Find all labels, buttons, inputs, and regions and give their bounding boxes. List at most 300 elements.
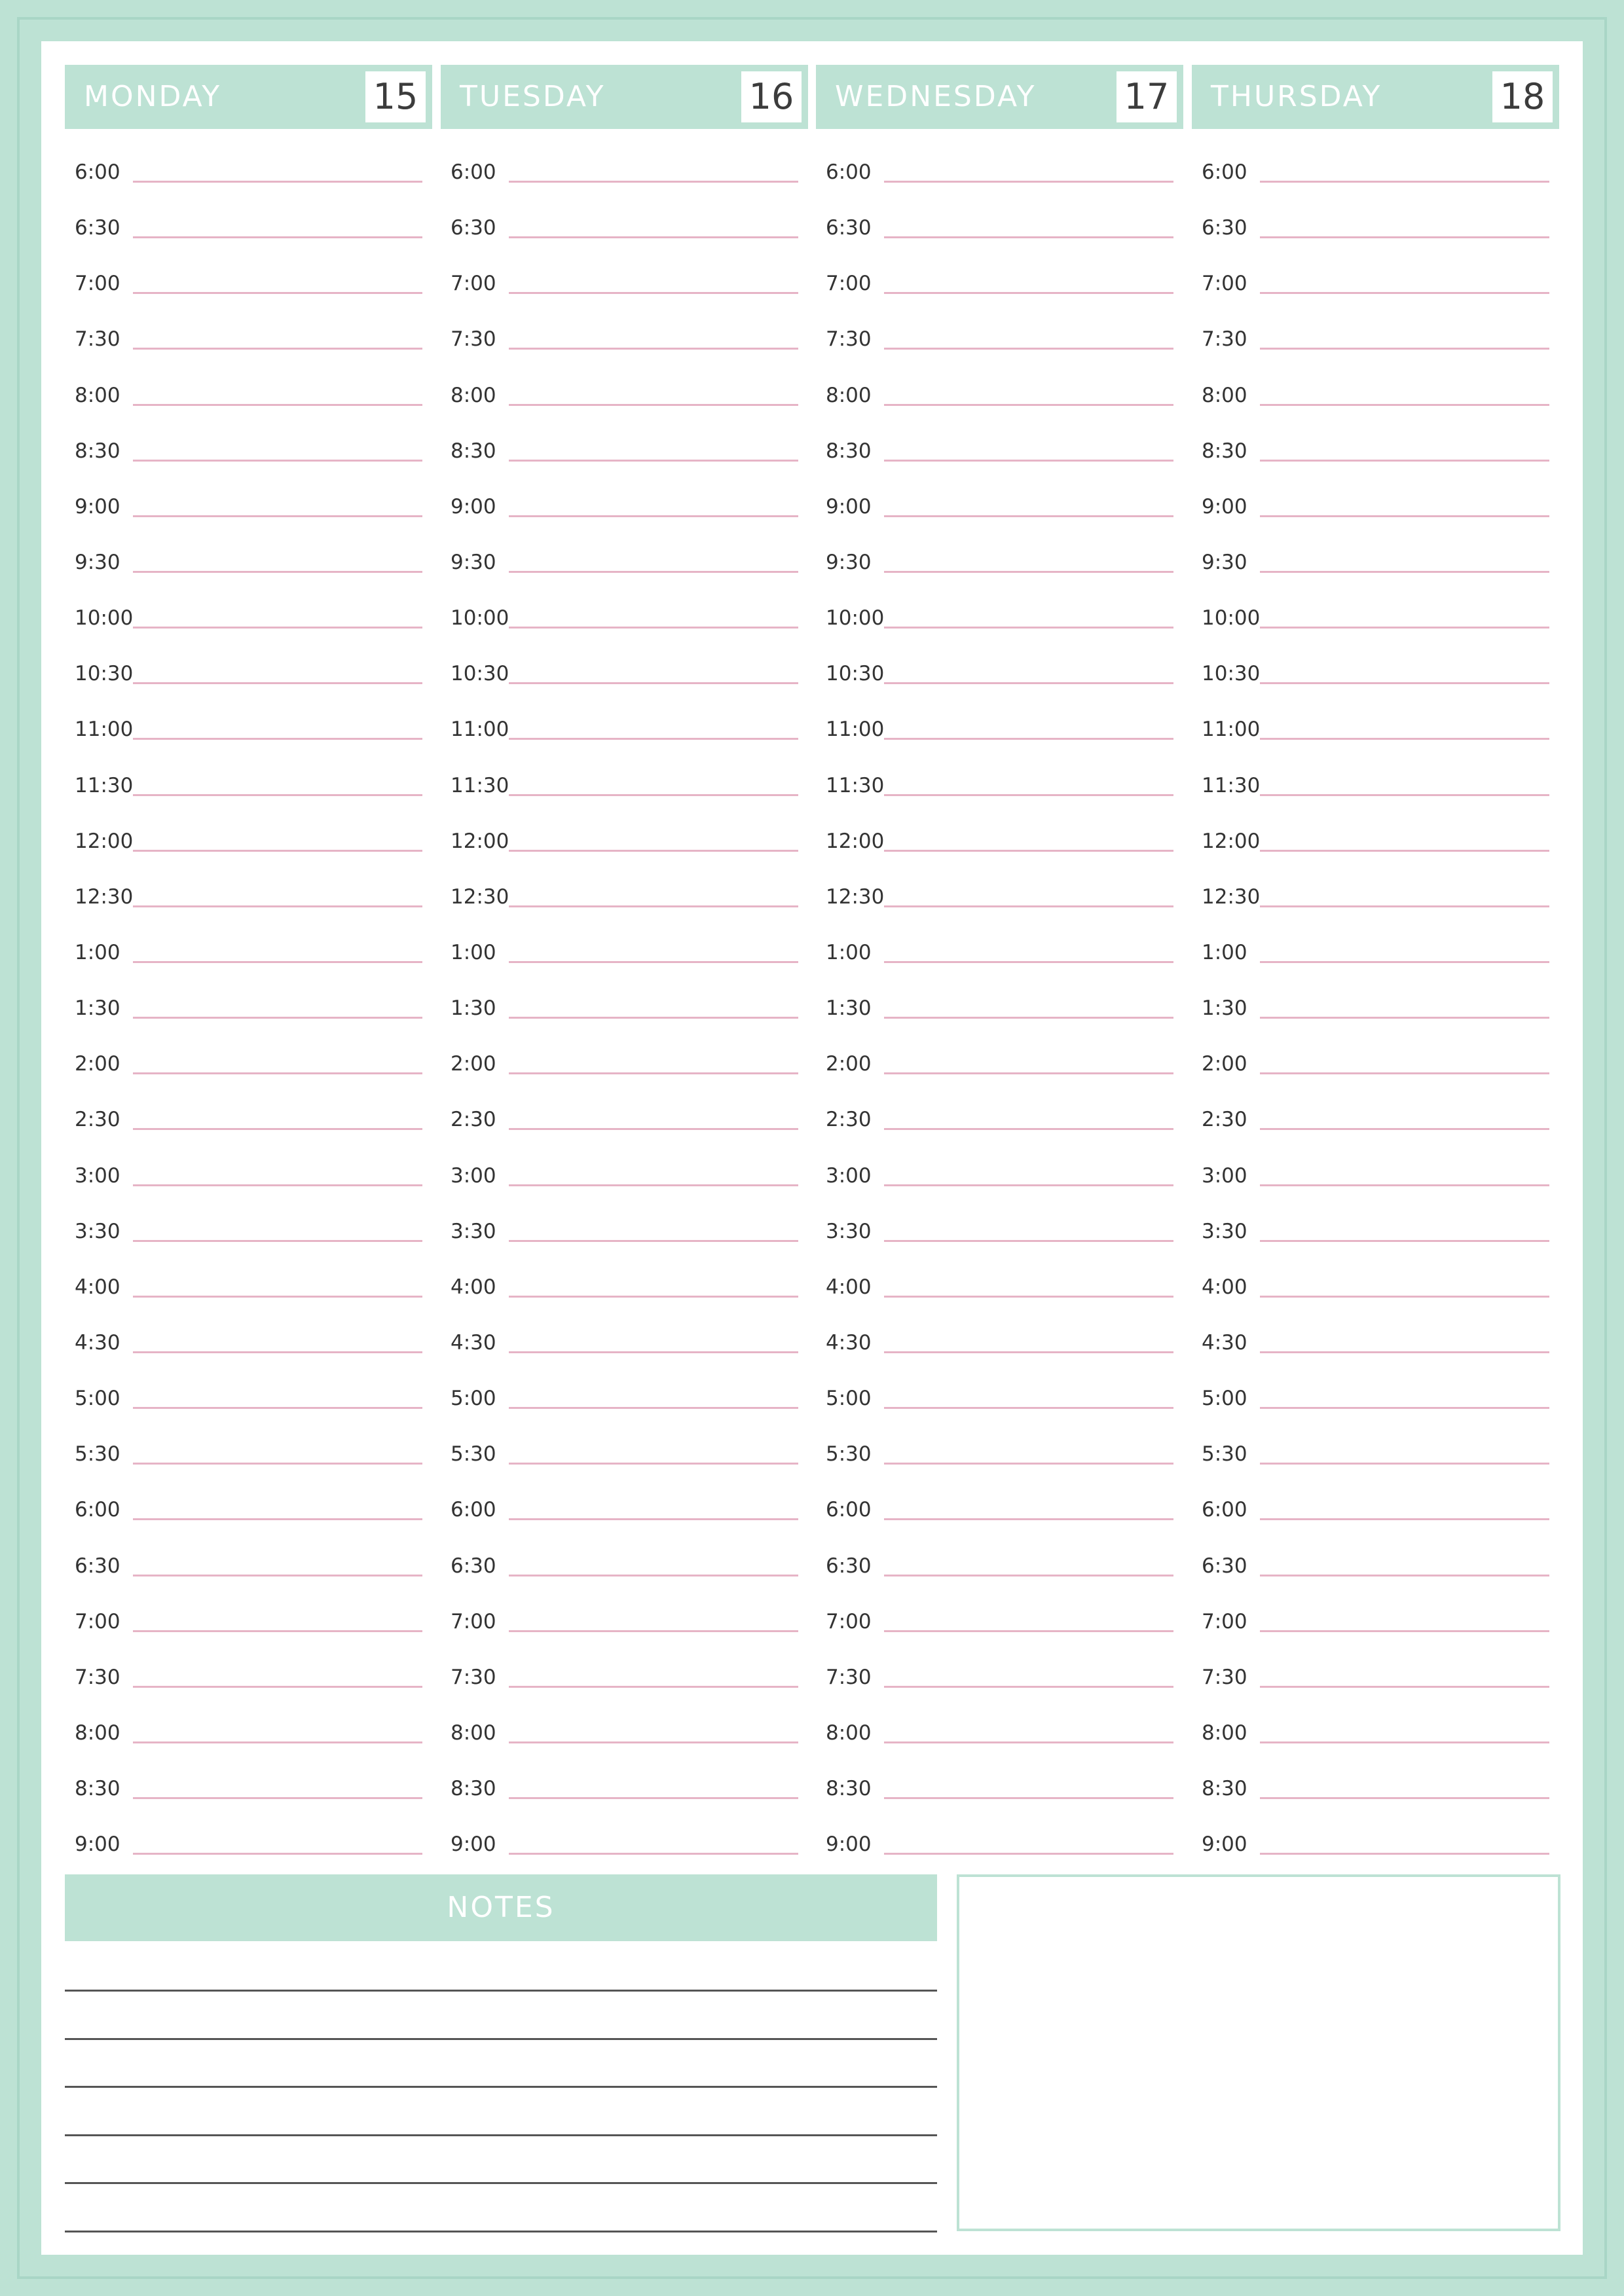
time-label: 5:30 [826, 1442, 872, 1467]
entry-line[interactable] [509, 1072, 798, 1074]
time-slot[interactable] [816, 774, 1183, 829]
time-slot[interactable] [65, 1108, 432, 1163]
time-slot[interactable] [1192, 996, 1559, 1052]
entry-line[interactable] [1260, 1240, 1549, 1242]
entry-line[interactable] [133, 794, 422, 796]
entry-line[interactable] [1260, 181, 1549, 183]
note-line[interactable] [65, 2231, 937, 2232]
entry-line[interactable] [884, 627, 1173, 629]
entry-line[interactable] [884, 1351, 1173, 1353]
time-slot[interactable] [65, 1666, 432, 1721]
blank-notes-box[interactable] [957, 1874, 1560, 2231]
entry-line[interactable] [133, 1741, 422, 1743]
day-name: MONDAY [84, 80, 222, 113]
entry-line[interactable] [884, 682, 1173, 684]
time-slot[interactable] [1192, 1275, 1559, 1331]
time-label: 7:00 [1202, 272, 1247, 296]
time-slot[interactable] [65, 885, 432, 941]
time-slot[interactable] [816, 606, 1183, 662]
time-slot[interactable] [441, 439, 808, 495]
time-slot[interactable] [1192, 1554, 1559, 1610]
entry-line[interactable] [884, 1463, 1173, 1465]
time-slot[interactable] [65, 551, 432, 606]
time-slot[interactable] [816, 829, 1183, 885]
time-slot[interactable] [441, 774, 808, 829]
time-slot[interactable] [816, 495, 1183, 551]
time-label: 6:00 [826, 1498, 872, 1522]
time-slot[interactable] [65, 439, 432, 495]
entry-line[interactable] [884, 348, 1173, 350]
entry-line[interactable] [133, 1017, 422, 1019]
time-slot[interactable] [816, 327, 1183, 383]
time-slot[interactable] [1192, 1052, 1559, 1108]
time-slot[interactable] [1192, 941, 1559, 996]
time-label: 9:00 [75, 1832, 120, 1857]
entry-line[interactable] [1260, 1853, 1549, 1855]
note-line[interactable] [65, 2182, 937, 2184]
time-label: 4:30 [75, 1330, 120, 1355]
entry-line[interactable] [1260, 1741, 1549, 1743]
entry-line[interactable] [133, 460, 422, 462]
entry-line[interactable] [1260, 571, 1549, 573]
entry-line[interactable] [509, 1630, 798, 1632]
time-label: 7:00 [75, 1609, 120, 1633]
entry-line[interactable] [1260, 738, 1549, 740]
entry-line[interactable] [509, 1575, 798, 1576]
entry-line[interactable] [509, 236, 798, 238]
entry-line[interactable] [884, 1240, 1173, 1242]
time-label: 4:30 [826, 1330, 872, 1355]
time-label: 5:00 [826, 1387, 872, 1411]
entry-line[interactable] [884, 460, 1173, 462]
entry-line[interactable] [133, 627, 422, 629]
note-line[interactable] [65, 1990, 937, 1992]
time-slot[interactable] [816, 1220, 1183, 1275]
entry-line[interactable] [133, 850, 422, 852]
time-slot[interactable] [1192, 1387, 1559, 1442]
time-slot[interactable] [816, 1442, 1183, 1498]
entry-line[interactable] [509, 1240, 798, 1242]
time-slot[interactable] [441, 606, 808, 662]
entry-line[interactable] [509, 571, 798, 573]
entry-line[interactable] [509, 961, 798, 963]
entry-line[interactable] [509, 1853, 798, 1855]
entry-line[interactable] [884, 1797, 1173, 1799]
time-slot[interactable] [441, 996, 808, 1052]
entry-line[interactable] [133, 404, 422, 406]
entry-line[interactable] [884, 738, 1173, 740]
entry-line[interactable] [133, 682, 422, 684]
entry-line[interactable] [1260, 404, 1549, 406]
time-label: 4:00 [75, 1275, 120, 1299]
time-slot[interactable] [65, 606, 432, 662]
time-slot[interactable] [816, 384, 1183, 439]
time-label: 3:30 [451, 1219, 496, 1243]
time-slot[interactable] [441, 551, 808, 606]
time-slot[interactable] [441, 1442, 808, 1498]
entry-line[interactable] [133, 905, 422, 907]
note-line[interactable] [65, 2086, 937, 2088]
time-slot[interactable] [65, 1164, 432, 1220]
time-label: 2:30 [1202, 1108, 1247, 1132]
entry-line[interactable] [509, 1741, 798, 1743]
entry-line[interactable] [133, 1296, 422, 1298]
entry-line[interactable] [1260, 1463, 1549, 1465]
entry-line[interactable] [1260, 1575, 1549, 1576]
entry-line[interactable] [1260, 905, 1549, 907]
time-slot[interactable] [441, 384, 808, 439]
time-slot[interactable] [816, 1721, 1183, 1777]
time-slot[interactable] [441, 1777, 808, 1832]
time-slot[interactable] [441, 1554, 808, 1610]
time-slot[interactable] [441, 1220, 808, 1275]
entry-line[interactable] [1260, 1407, 1549, 1409]
entry-line[interactable] [884, 1741, 1173, 1743]
entry-line[interactable] [884, 961, 1173, 963]
entry-line[interactable] [884, 1407, 1173, 1409]
time-slot[interactable] [1192, 1220, 1559, 1275]
time-slot[interactable] [441, 1164, 808, 1220]
time-label: 7:30 [1202, 1665, 1247, 1689]
time-slot[interactable] [441, 272, 808, 327]
entry-line[interactable] [509, 627, 798, 629]
entry-line[interactable] [884, 404, 1173, 406]
time-slot[interactable] [65, 1331, 432, 1387]
time-slot[interactable] [441, 829, 808, 885]
entry-line[interactable] [1260, 515, 1549, 517]
time-slot[interactable] [816, 1331, 1183, 1387]
entry-line[interactable] [884, 1184, 1173, 1186]
time-slot[interactable] [1192, 1164, 1559, 1220]
time-slot[interactable] [441, 1108, 808, 1163]
time-slot[interactable] [65, 1052, 432, 1108]
time-label: 7:00 [1202, 1609, 1247, 1633]
time-label: 7:30 [826, 327, 872, 352]
time-slot[interactable] [441, 885, 808, 941]
time-slot[interactable] [1192, 327, 1559, 383]
time-slot[interactable] [65, 662, 432, 718]
entry-line[interactable] [1260, 1630, 1549, 1632]
entry-line[interactable] [509, 1296, 798, 1298]
time-slot[interactable] [1192, 272, 1559, 327]
entry-line[interactable] [133, 1463, 422, 1465]
time-slot[interactable] [816, 1777, 1183, 1832]
entry-line[interactable] [1260, 682, 1549, 684]
entry-line[interactable] [1260, 460, 1549, 462]
time-slot[interactable] [65, 1777, 432, 1832]
time-slot[interactable] [65, 327, 432, 383]
time-label: 6:00 [826, 160, 872, 184]
time-slot[interactable] [441, 160, 808, 216]
entry-line[interactable] [1260, 1296, 1549, 1298]
entry-line[interactable] [509, 1686, 798, 1688]
time-slot[interactable] [441, 1387, 808, 1442]
time-slot[interactable] [65, 941, 432, 996]
time-label: 7:30 [451, 327, 496, 352]
entry-line[interactable] [509, 682, 798, 684]
time-label: 2:00 [826, 1052, 872, 1076]
time-slot[interactable] [441, 941, 808, 996]
entry-line[interactable] [133, 181, 422, 183]
entry-line[interactable] [1260, 236, 1549, 238]
time-slot[interactable] [816, 439, 1183, 495]
time-slot[interactable] [65, 1721, 432, 1777]
time-slot[interactable] [65, 774, 432, 829]
time-slot[interactable] [1192, 1442, 1559, 1498]
time-label: 7:30 [75, 327, 120, 352]
entry-line[interactable] [133, 1184, 422, 1186]
note-line[interactable] [65, 2038, 937, 2040]
entry-line[interactable] [133, 1518, 422, 1520]
entry-line[interactable] [509, 460, 798, 462]
time-slot[interactable] [816, 551, 1183, 606]
time-slot[interactable] [441, 1052, 808, 1108]
time-slot[interactable] [816, 941, 1183, 996]
entry-line[interactable] [884, 1853, 1173, 1855]
time-slot[interactable] [441, 327, 808, 383]
time-label: 11:30 [451, 773, 509, 797]
entry-line[interactable] [1260, 1128, 1549, 1130]
time-label: 7:30 [451, 1665, 496, 1689]
entry-line[interactable] [509, 850, 798, 852]
entry-line[interactable] [1260, 1351, 1549, 1353]
time-slot[interactable] [441, 1666, 808, 1721]
time-slot[interactable] [816, 1164, 1183, 1220]
time-slot[interactable] [816, 1108, 1183, 1163]
entry-line[interactable] [133, 348, 422, 350]
entry-line[interactable] [884, 1575, 1173, 1576]
time-slot[interactable] [816, 216, 1183, 272]
entry-line[interactable] [133, 1630, 422, 1632]
entry-line[interactable] [1260, 1686, 1549, 1688]
entry-line[interactable] [509, 181, 798, 183]
day-date: 17 [1116, 71, 1177, 122]
entry-line[interactable] [133, 1128, 422, 1130]
entry-line[interactable] [884, 794, 1173, 796]
entry-line[interactable] [884, 236, 1173, 238]
time-slot[interactable] [65, 718, 432, 773]
day-date: 15 [365, 71, 426, 122]
entry-line[interactable] [884, 850, 1173, 852]
entry-line[interactable] [1260, 1184, 1549, 1186]
time-slot[interactable] [1192, 1498, 1559, 1554]
time-label: 6:30 [1202, 1554, 1247, 1578]
entry-line[interactable] [1260, 627, 1549, 629]
time-slot[interactable] [816, 1610, 1183, 1666]
entry-line[interactable] [133, 515, 422, 517]
day-column-tuesday [441, 65, 808, 1857]
entry-line[interactable] [884, 1296, 1173, 1298]
time-slot[interactable] [816, 272, 1183, 327]
time-label: 12:00 [75, 829, 134, 853]
entry-line[interactable] [1260, 1797, 1549, 1799]
time-slot[interactable] [65, 996, 432, 1052]
time-label: 12:30 [826, 884, 885, 909]
entry-line[interactable] [509, 738, 798, 740]
entry-line[interactable] [509, 794, 798, 796]
entry-line[interactable] [509, 404, 798, 406]
time-slot[interactable] [816, 996, 1183, 1052]
time-slot[interactable] [816, 885, 1183, 941]
entry-line[interactable] [884, 1128, 1173, 1130]
time-slot[interactable] [1192, 1331, 1559, 1387]
time-slot[interactable] [65, 1498, 432, 1554]
time-label: 7:00 [75, 272, 120, 296]
time-slot[interactable] [65, 1275, 432, 1331]
time-label: 5:00 [75, 1387, 120, 1411]
entry-line[interactable] [133, 292, 422, 294]
time-label: 5:30 [75, 1442, 120, 1467]
entry-line[interactable] [509, 1407, 798, 1409]
time-slot[interactable] [441, 216, 808, 272]
time-slot[interactable] [1192, 1666, 1559, 1721]
entry-line[interactable] [509, 1797, 798, 1799]
time-slot[interactable] [441, 662, 808, 718]
entry-line[interactable] [509, 1017, 798, 1019]
time-slot[interactable] [816, 662, 1183, 718]
entry-line[interactable] [509, 348, 798, 350]
entry-line[interactable] [509, 515, 798, 517]
time-slot[interactable] [816, 718, 1183, 773]
time-label: 6:00 [75, 1498, 120, 1522]
time-slot[interactable] [1192, 885, 1559, 941]
time-slot[interactable] [816, 1666, 1183, 1721]
entry-line[interactable] [884, 515, 1173, 517]
entry-line[interactable] [133, 1686, 422, 1688]
time-label: 8:30 [1202, 439, 1247, 463]
time-slot[interactable] [441, 1331, 808, 1387]
entry-line[interactable] [509, 292, 798, 294]
time-slot[interactable] [65, 1387, 432, 1442]
day-column-monday [65, 65, 432, 1857]
entry-line[interactable] [1260, 850, 1549, 852]
time-slot[interactable] [816, 160, 1183, 216]
time-slot[interactable] [1192, 718, 1559, 773]
time-slot[interactable] [441, 1275, 808, 1331]
time-slot[interactable] [65, 1610, 432, 1666]
time-slot[interactable] [441, 495, 808, 551]
time-slot[interactable] [65, 495, 432, 551]
entry-line[interactable] [1260, 794, 1549, 796]
time-slot[interactable] [1192, 1721, 1559, 1777]
time-label: 9:30 [826, 550, 872, 574]
time-slot[interactable] [1192, 829, 1559, 885]
time-slot[interactable] [1192, 1777, 1559, 1832]
entry-line[interactable] [133, 1072, 422, 1074]
time-slot[interactable] [441, 1721, 808, 1777]
entry-line[interactable] [884, 1017, 1173, 1019]
entry-line[interactable] [509, 1128, 798, 1130]
time-slot[interactable] [816, 1554, 1183, 1610]
time-slot[interactable] [1192, 1610, 1559, 1666]
time-label: 5:30 [1202, 1442, 1247, 1467]
entry-line[interactable] [133, 961, 422, 963]
time-slot[interactable] [65, 272, 432, 327]
time-slots [816, 160, 1183, 1888]
time-slot[interactable] [1192, 384, 1559, 439]
entry-line[interactable] [1260, 961, 1549, 963]
time-label: 3:30 [75, 1219, 120, 1243]
time-label: 4:00 [826, 1275, 872, 1299]
time-slot[interactable] [816, 1052, 1183, 1108]
entry-line[interactable] [884, 905, 1173, 907]
entry-line[interactable] [1260, 292, 1549, 294]
time-slot[interactable] [816, 1498, 1183, 1554]
time-slot[interactable] [1192, 662, 1559, 718]
time-slot[interactable] [1192, 160, 1559, 216]
entry-line[interactable] [1260, 1518, 1549, 1520]
time-slot[interactable] [1192, 216, 1559, 272]
entry-line[interactable] [509, 905, 798, 907]
entry-line[interactable] [133, 1797, 422, 1799]
time-label: 11:00 [75, 718, 134, 742]
time-slot[interactable] [1192, 495, 1559, 551]
time-slot[interactable] [65, 384, 432, 439]
time-label: 11:30 [1202, 773, 1261, 797]
entry-line[interactable] [884, 181, 1173, 183]
time-label: 9:00 [1202, 1832, 1247, 1857]
time-slot[interactable] [816, 1387, 1183, 1442]
time-label: 6:30 [826, 216, 872, 240]
time-slot[interactable] [1192, 774, 1559, 829]
time-label: 9:30 [1202, 550, 1247, 574]
day-name: THURSDAY [1211, 80, 1382, 113]
time-label: 1:30 [826, 996, 872, 1021]
entry-line[interactable] [1260, 1072, 1549, 1074]
entry-line[interactable] [884, 1630, 1173, 1632]
entry-line[interactable] [133, 571, 422, 573]
entry-line[interactable] [884, 1072, 1173, 1074]
entry-line[interactable] [509, 1351, 798, 1353]
entry-line[interactable] [1260, 348, 1549, 350]
time-slot[interactable] [1192, 1108, 1559, 1163]
entry-line[interactable] [884, 1518, 1173, 1520]
entry-line[interactable] [509, 1463, 798, 1465]
time-slots [441, 160, 808, 1888]
time-label: 8:00 [75, 383, 120, 407]
time-slot[interactable] [816, 1275, 1183, 1331]
time-slot[interactable] [65, 216, 432, 272]
entry-line[interactable] [133, 738, 422, 740]
entry-line[interactable] [884, 571, 1173, 573]
time-slot[interactable] [441, 1610, 808, 1666]
entry-line[interactable] [133, 236, 422, 238]
entry-line[interactable] [884, 292, 1173, 294]
entry-line[interactable] [133, 1407, 422, 1409]
note-line[interactable] [65, 2134, 937, 2136]
entry-line[interactable] [1260, 1017, 1549, 1019]
time-slot[interactable] [65, 1554, 432, 1610]
entry-line[interactable] [133, 1575, 422, 1576]
time-slot[interactable] [65, 160, 432, 216]
time-slot[interactable] [65, 829, 432, 885]
entry-line[interactable] [133, 1240, 422, 1242]
entry-line[interactable] [509, 1518, 798, 1520]
entry-line[interactable] [884, 1686, 1173, 1688]
time-slot[interactable] [1192, 551, 1559, 606]
time-label: 7:30 [75, 1665, 120, 1689]
time-slot[interactable] [65, 1442, 432, 1498]
time-slot[interactable] [1192, 606, 1559, 662]
time-slot[interactable] [441, 1498, 808, 1554]
entry-line[interactable] [509, 1184, 798, 1186]
time-label: 8:00 [826, 383, 872, 407]
entry-line[interactable] [133, 1351, 422, 1353]
time-slot[interactable] [65, 1220, 432, 1275]
time-slot[interactable] [1192, 439, 1559, 495]
entry-line[interactable] [133, 1853, 422, 1855]
time-slot[interactable] [441, 718, 808, 773]
